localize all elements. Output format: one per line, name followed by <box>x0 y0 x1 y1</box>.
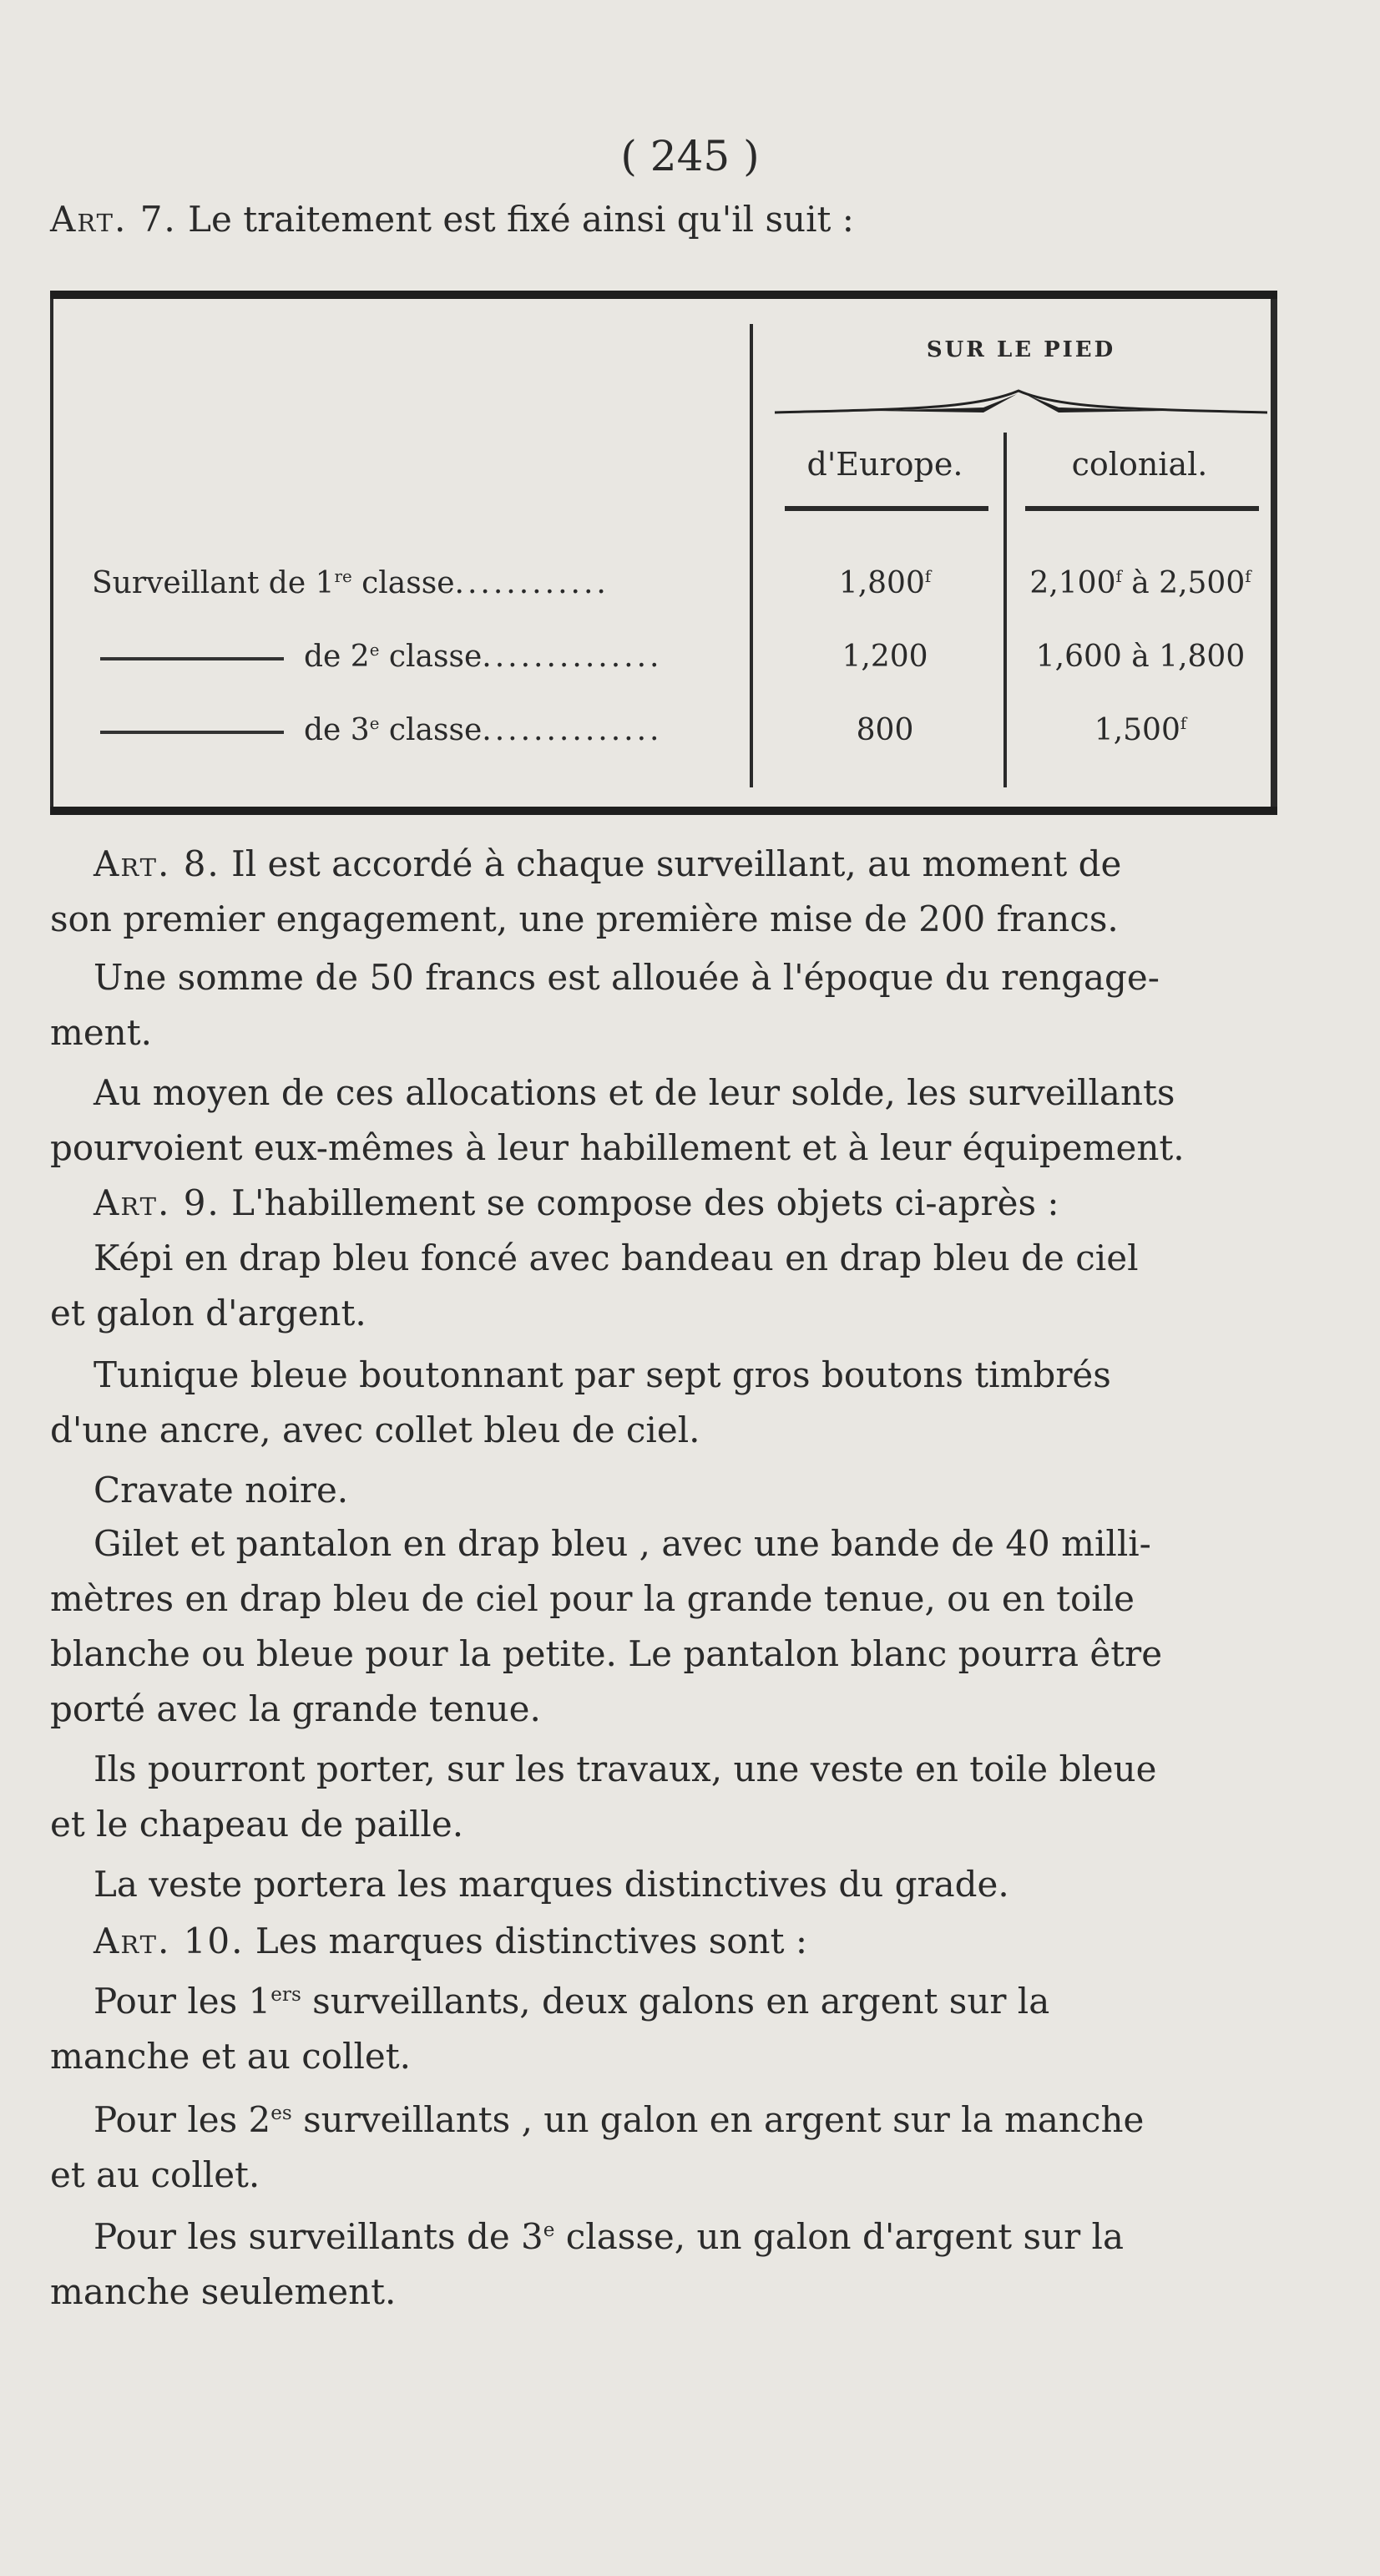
paragraph-line: Képi en drap bleu foncé avec bandeau en drap bleu de ciel <box>94 1237 1139 1278</box>
table-top-rule <box>50 291 1277 299</box>
column-divider-1 <box>750 324 753 787</box>
paragraph-line: et galon d'argent. <box>50 1293 366 1334</box>
paragraph-line: Pour les $2^{es}$ surveillants , un galon en argent sur la manche <box>94 2099 1145 2140</box>
paragraph-line: manche et au collet. <box>50 2036 411 2077</box>
paragraph-line: ment. <box>50 1012 152 1053</box>
salary-table <box>50 291 1277 821</box>
table-cell-europe: 1,800$^f$ <box>838 566 932 600</box>
paragraph-line: et au collet. <box>50 2154 260 2195</box>
article-7-text: Le traitement est fixé ainsi qu'il suit : <box>188 199 854 240</box>
paragraph-line: Ils pourront porter, sur les travaux, une veste en toile bleue <box>94 1749 1157 1789</box>
table-row-label: Surveillant de 1re classe............ <box>92 566 609 600</box>
article-8-line-1: Art. 8. Il est accordé à chaque surveillant, au moment de <box>94 843 1122 884</box>
column-header-europe: d'Europe. <box>806 446 963 483</box>
paragraph-line: Cravate noire. <box>94 1470 349 1511</box>
article-7-heading <box>50 199 854 240</box>
column-divider-2 <box>1003 433 1007 787</box>
group-brace <box>766 379 1276 446</box>
ditto-dash <box>100 731 284 734</box>
column-header-colonial: colonial. <box>1071 446 1208 483</box>
page-number: ( 245 ) <box>620 132 760 180</box>
header-underline-colonial <box>1025 506 1259 511</box>
table-row-label: de 3e classe.............. <box>100 713 662 747</box>
table-cell-colonial: 1,500$^f$ <box>1094 713 1187 747</box>
article-9-heading: Art. 9. L'habillement se compose des objets ci-après : <box>94 1182 1059 1223</box>
paragraph-line: Une somme de 50 francs est allouée à l'époque du rengage- <box>94 957 1160 998</box>
table-right-border <box>1271 299 1277 807</box>
paragraph-line: Pour les 1ers surveillants, deux galons en argent sur la <box>94 1981 1050 2022</box>
paragraph-line: Tunique bleue boutonnant par sept gros boutons timbrés <box>94 1354 1111 1395</box>
paragraph-line: d'une ancre, avec collet bleu de ciel. <box>50 1409 700 1450</box>
paragraph-line: et le chapeau de paille. <box>50 1804 464 1845</box>
table-cell-europe: 800 <box>856 713 914 747</box>
group-header: SUR LE PIED <box>926 337 1116 362</box>
table-cell-colonial: 1,600 à 1,800 <box>1035 640 1246 674</box>
table-cell-colonial: 2,100$^f$ à 2,500$^f$ <box>1029 566 1251 600</box>
article-8-line-2: son premier engagement, une première mise de 200 francs. <box>50 898 1119 939</box>
paragraph-line: porté avec la grande tenue. <box>50 1688 541 1729</box>
paragraph-line: La veste portera les marques distinctives du grade. <box>94 1864 1009 1905</box>
table-bottom-rule <box>50 807 1277 815</box>
paragraph-line: pourvoient eux-mêmes à leur habillement et à leur équipement. <box>50 1127 1185 1168</box>
table-left-border <box>50 299 53 807</box>
article-7-label: Art. 7. <box>50 199 177 240</box>
paragraph-line: Au moyen de ces allocations et de leur solde, les surveillants <box>94 1072 1175 1113</box>
ditto-dash <box>100 657 284 660</box>
table-cell-europe: 1,200 <box>842 640 928 674</box>
header-underline-europe <box>785 506 988 511</box>
table-row-label: de 2e classe.............. <box>100 640 662 674</box>
paragraph-line: Pour les surveillants de 3e classe, un galon d'argent sur la <box>94 2216 1125 2257</box>
paragraph-line: manche seulement. <box>50 2271 397 2312</box>
paragraph-line: mètres en drap bleu de ciel pour la grande tenue, ou en toile <box>50 1578 1135 1619</box>
article-10-heading: Art. 10. Les marques distinctives sont : <box>94 1921 807 1961</box>
paragraph-line: blanche ou bleue pour la petite. Le pantalon blanc pourra être <box>50 1633 1163 1674</box>
paragraph-line: Gilet et pantalon en drap bleu , avec une bande de 40 milli- <box>94 1523 1151 1564</box>
